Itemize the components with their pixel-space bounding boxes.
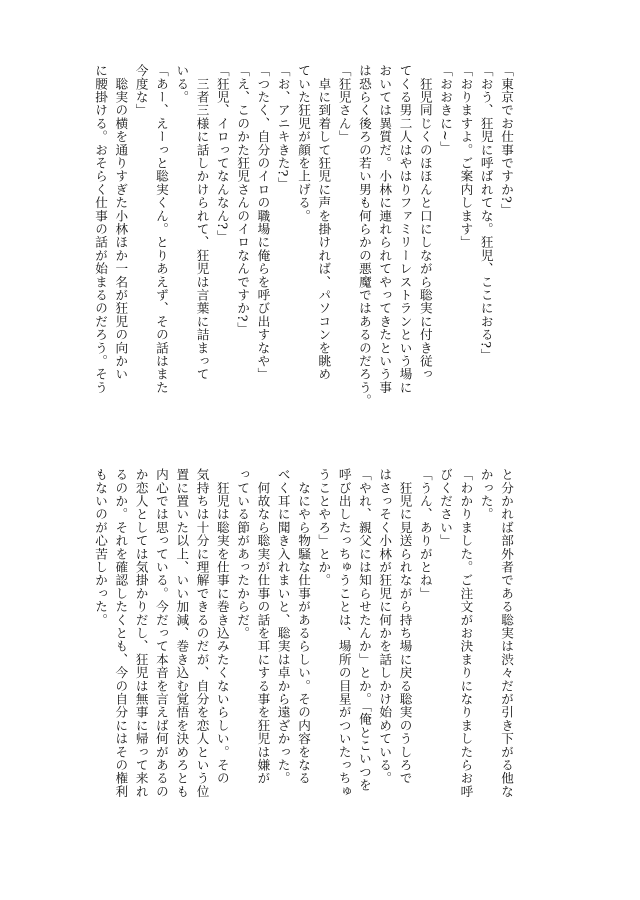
- text-line: おいては異質だ。小林に連れられてやってきたという事: [377, 64, 393, 394]
- text-line: るのか。それを確認したくとも、今の自分にはその権利: [113, 468, 129, 798]
- text-line: 狂児は聡実を仕事に巻き込みたくないらしい。その: [214, 468, 230, 785]
- text-line: うことやろ」とか。: [316, 468, 332, 587]
- lower-text-column-block: [93, 468, 516, 830]
- text-line: 「え、このかた狂児さんのイロなんですか?」: [235, 64, 251, 336]
- text-line: 気持ちは十分に理解できるのだが、自分を恋人という位: [194, 468, 210, 798]
- text-line: 聡実の横を通りすぎた小林ほか一名が狂児の向かい: [113, 64, 129, 381]
- text-line: 置に置いた以上、いい加減、巻き込む覚悟を決めろとも: [174, 468, 190, 798]
- text-line: いる。: [174, 64, 190, 104]
- text-line: 「やれ、親父には知らせたんか」とか。「俺とこいつを: [356, 468, 372, 792]
- text-line: 「わかりました。ご注文がお決まりになりましたらお呼: [458, 468, 474, 798]
- text-line: 「おりますよ。ご案内します」: [458, 64, 474, 249]
- text-line: 「おおきに~」: [438, 64, 454, 155]
- text-line: 「狂児さん」: [336, 64, 352, 144]
- text-line: 「お、アニキきた?」: [275, 64, 291, 191]
- text-line: 「おう、狂児に呼ばれてな。狂児、ここにおる?」: [478, 64, 494, 362]
- text-line: と分かれば部外者である聡実は渋々だが引き下がる他な: [499, 468, 514, 798]
- text-line: 内心では思っている。今だって本音を言えば何があるの: [153, 468, 169, 798]
- text-line: べく耳に聞き入れまいと、聡実は卓から遠ざかった。: [275, 468, 291, 785]
- text-line: 「狂児、イロってなんなん?」: [214, 64, 230, 243]
- text-line: 呼び出したっちゅうことは、場所の目星がついたっちゅ: [336, 468, 352, 798]
- text-line: はさっそく小林が狂児に何かを話しかけ始めている。: [377, 468, 393, 785]
- text-line: なにやら物騒な仕事があるらしい。その内容をなる: [296, 468, 312, 785]
- text-line: っている節があったからだ。: [235, 468, 251, 640]
- text-line: かった。: [478, 468, 494, 521]
- text-line: か恋人としては気掛かりだし、狂児は無事に帰って来れ: [133, 468, 149, 798]
- text-line: びください」: [438, 468, 454, 548]
- text-line: に腰掛ける。おそらく仕事の話が始まるのだろう。そう: [93, 64, 109, 394]
- text-line: は恐らく後ろの若い男も何らかの悪魔ではあるのだろう。: [356, 64, 372, 408]
- text-line: 何故なら聡実が仕事の話を耳にする事を狂児は嫌が: [255, 468, 271, 785]
- text-line: ていた狂児が顔を上げる。: [296, 64, 312, 223]
- text-line: 「東京でお仕事ですか?」: [499, 64, 514, 217]
- text-line: 「つたく、自分のイロの職場に俺らを呼び出すなや」: [255, 64, 271, 381]
- text-line: 狂児に見送られながら持ち場に戻る聡実のうしろで: [397, 468, 413, 785]
- text-line: 卓に到着して狂児に声を掛ければ、パソコンを眺め: [316, 64, 332, 381]
- text-line: 「あー、えーっと聡実くん。とりあえず、その話はまた: [153, 64, 169, 394]
- text-line: てくる男二人はやはりファミリーレストランという場に: [397, 64, 413, 394]
- text-line: 狂児同じくのほほんと口にしながら聡実に付き従っ: [417, 64, 433, 381]
- text-line: 「うん、ありがとね」: [417, 468, 433, 600]
- text-line: もないのが心苦しかった。: [93, 468, 109, 627]
- text-line: 今度な」: [133, 64, 149, 117]
- text-line: 三者三様に話しかけられて、狂児は言葉に詰まって: [194, 64, 210, 381]
- upper-text-column-block: [93, 64, 516, 408]
